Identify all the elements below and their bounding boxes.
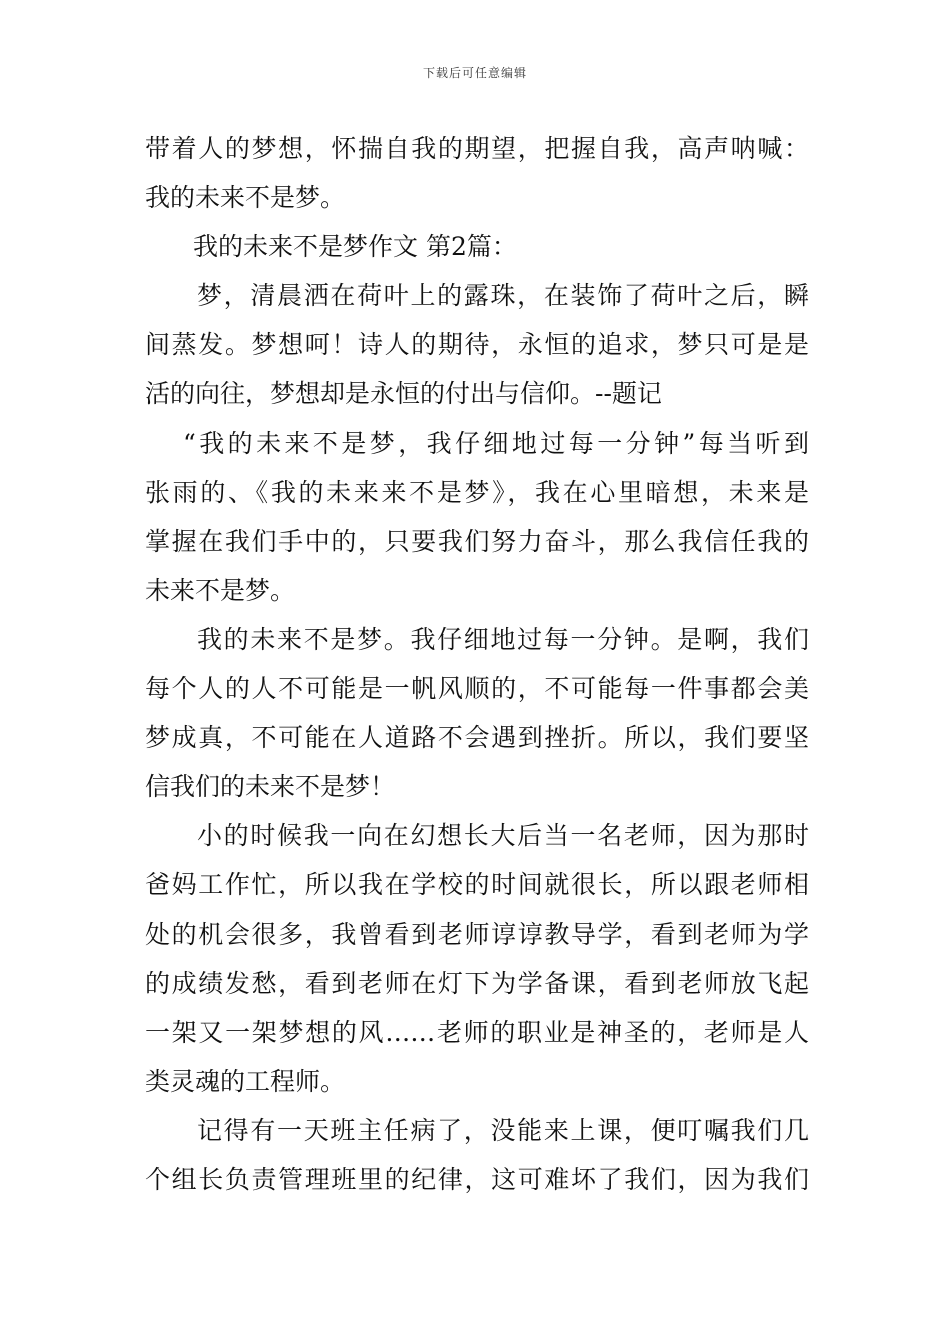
text-line: 活的向往，梦想却是永恒的付出与信仰。--题记 (145, 379, 662, 409)
text-line: 信我们的未来不是梦！ (145, 772, 396, 802)
text-line: 张雨的、《我的未来来不是梦》，我在心里暗想，未来是 (145, 477, 809, 507)
text-line: 记得有一天班主任病了，没能来上课，便叮嘱我们几 (197, 1115, 809, 1145)
text-line: 类灵魂的工程师。 (145, 1066, 346, 1096)
text-line: 处的机会很多，我曾看到老师谆谆教导学，看到老师为学 (145, 919, 809, 949)
text-line: 梦成真，不可能在人道路不会遇到挫折。所以，我们要坚 (145, 723, 809, 753)
text-line: 我的未来不是梦。我仔细地过每一分钟。是啊，我们 (197, 624, 809, 654)
text-line: “我的未来不是梦，我仔细地过每一分钟”每当听到 (183, 428, 809, 458)
text-line: 的成绩发愁，看到老师在灯下为学备课，看到老师放飞起 (145, 968, 809, 998)
text-line: 一架又一架梦想的风……老师的职业是神圣的，老师是人 (145, 1017, 809, 1047)
section-heading: 我的未来不是梦作文 第2篇： (193, 232, 517, 262)
text-line: 间蒸发。梦想呵！诗人的期待，永恒的追求，梦只可是是 (145, 330, 809, 360)
text-line: 未来不是梦。 (145, 575, 296, 605)
text-line: 每个人的人不可能是一帆风顺的，不可能每一件事都会美 (145, 674, 809, 704)
page-header: 下载后可任意编辑 (422, 66, 527, 80)
text-line: 小的时候我一向在幻想长大后当一名老师，因为那时 (197, 821, 809, 851)
text-line: 梦，清晨洒在荷叶上的露珠，在装饰了荷叶之后，瞬 (197, 281, 809, 311)
text-line: 掌握在我们手中的，只要我们努力奋斗，那么我信任我的 (145, 526, 809, 556)
text-line: 个组长负责管理班里的纪律，这可难坏了我们，因为我们 (145, 1164, 809, 1194)
text-line: 带着人的梦想，怀揣自我的期望，把握自我，高声呐喊： (145, 134, 809, 163)
text-line: 爸妈工作忙，所以我在学校的时间就很长，所以跟老师相 (145, 870, 809, 900)
text-line: 我的未来不是梦。 (145, 183, 346, 213)
document-body (145, 124, 809, 1204)
